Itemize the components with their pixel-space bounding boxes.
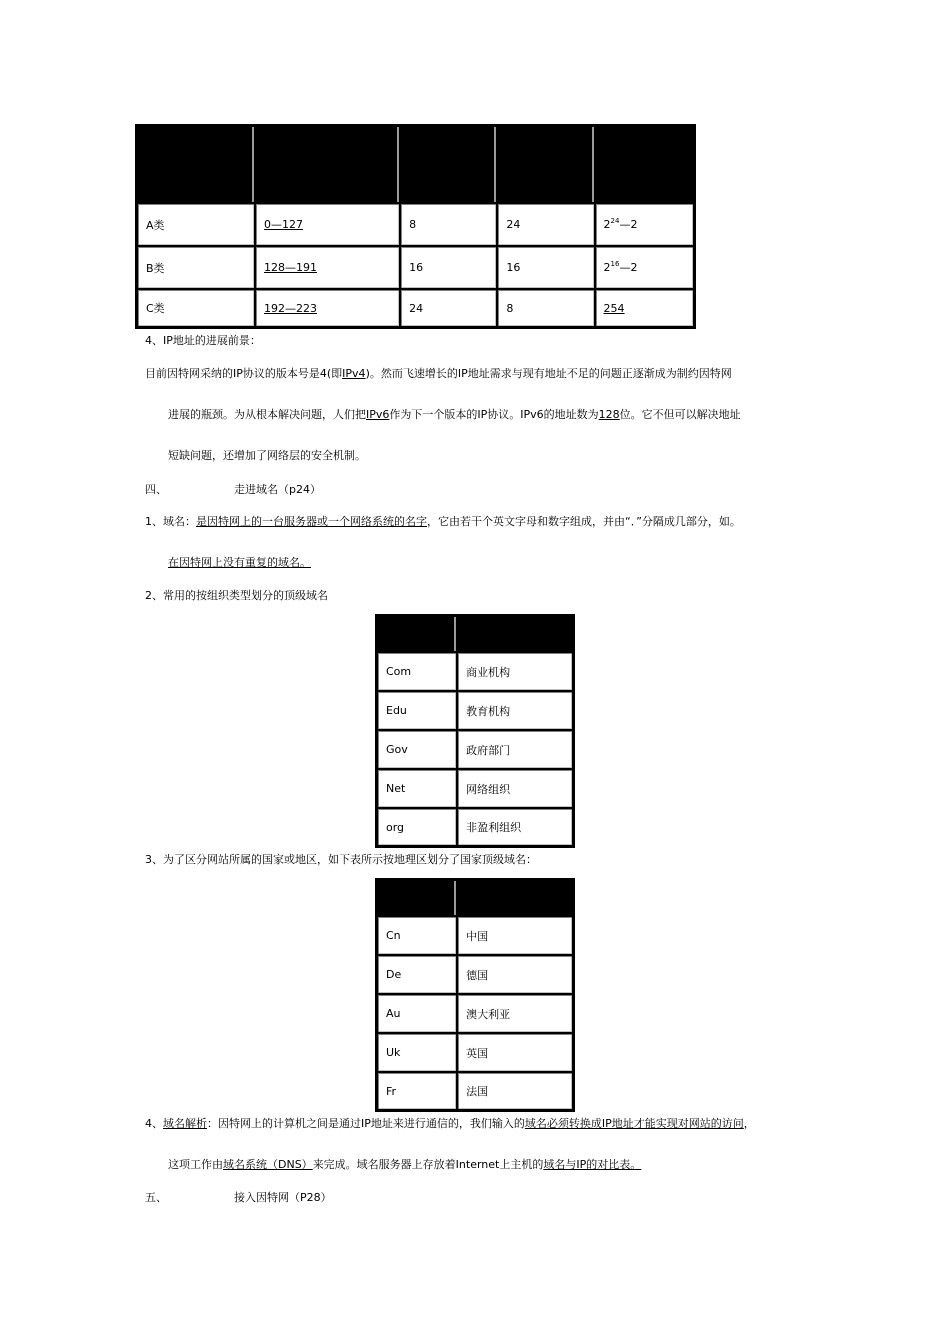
header-cell — [377, 616, 457, 652]
header-cell — [400, 126, 497, 203]
section-number: 四、 — [145, 483, 167, 496]
header-cell — [595, 126, 694, 203]
table-row — [377, 652, 573, 691]
host-bits-cell: 24 — [497, 203, 594, 246]
domain-definition-link[interactable]: 是因特网上的一台服务器或一个网络系统的名字 — [196, 515, 427, 528]
domain-code-cell: Com — [377, 652, 457, 691]
table-header-row — [377, 880, 573, 916]
net-bits-cell: 24 — [400, 289, 497, 327]
net-bits-cell: 16 — [400, 246, 497, 289]
hosts-link[interactable]: 254 — [603, 301, 625, 315]
ip-future-line-3: 短缺问题，还增加了网络层的安全机制。 — [168, 449, 366, 462]
org-domain-heading: 2、常用的按组织类型划分的顶级域名 — [145, 589, 328, 602]
header-cell — [457, 880, 573, 916]
ip-future-heading: 4、IP地址的进展前景： — [145, 334, 261, 347]
ipv6-link[interactable]: IPv6 — [366, 408, 390, 421]
table-row — [377, 730, 573, 769]
header-cell — [137, 126, 255, 203]
host-bits-cell: 16 — [497, 246, 594, 289]
geo-domain-table — [375, 878, 575, 1112]
unique-domain-link[interactable]: 在因特网上没有重复的域名。 — [168, 556, 311, 569]
domain-desc-cell: 商业机构 — [457, 652, 573, 691]
table-row — [377, 955, 573, 994]
class-cell: C类 — [137, 289, 255, 327]
domain-code-cell: Edu — [377, 691, 457, 730]
domain-code-cell: org — [377, 808, 457, 846]
ipv4-link[interactable]: IPv4 — [342, 367, 366, 380]
section-title: 接入因特网（P28） — [234, 1191, 332, 1204]
dns-link[interactable]: 域名系统（DNS） — [223, 1158, 313, 1171]
table-row — [377, 691, 573, 730]
dns-line-1: 4、域名解析：因特网上的计算机之间是通过IP地址来进行通信的，我们输入的域名必须转换成IP地址才能实现对网站的访问， — [145, 1117, 755, 1130]
domain-definition-line-1: 1、域名：是因特网上的一台服务器或一个网络系统的名字，它由若干个英文字母和数字组成，并由“．”分隔成几部分，如。 — [145, 515, 741, 528]
net-bits-cell: 8 — [400, 203, 497, 246]
ip-future-line-1: 目前因特网采纳的IP协议的版本号是4(即IPv4)。然而飞速增长的IP地址需求与现有地址不足的问题正逐渐成为制约因特网 — [145, 367, 732, 380]
domain-definition-line-2 — [168, 554, 311, 570]
domain-code-cell: De — [377, 955, 457, 994]
domain-conversion-link[interactable]: 域名必须转换成IP地址才能实现对网站的访问 — [524, 1117, 744, 1130]
domain-desc-cell: 网络组织 — [457, 769, 573, 808]
hosts-cell: $2^{24}—2$ — [595, 203, 694, 246]
ip-future-line-2: 进展的瓶颈。为从根本解决问题，人们把IPv6作为下一个版本的IP协议。IPv6的地址数为128位。它不但可以解决地址 — [168, 408, 741, 421]
host-bits-cell: 8 — [497, 289, 594, 327]
domain-desc-cell: 英国 — [457, 1033, 573, 1072]
domain-code-cell: Gov — [377, 730, 457, 769]
geo-domain-heading: 3、为了区分网站所属的国家或地区，如下表所示按地理区划分了国家顶级域名： — [145, 853, 537, 866]
hosts-cell: $2^{16}—2$ — [595, 246, 694, 289]
table-row — [137, 289, 694, 327]
domain-ip-table-link[interactable]: 域名与IP的对比表。 — [543, 1158, 642, 1171]
domain-desc-cell: 教育机构 — [457, 691, 573, 730]
bits-link[interactable]: 128 — [598, 408, 620, 421]
range-link[interactable]: 0—127 — [264, 218, 304, 231]
table-row — [377, 1072, 573, 1110]
table-header-row — [377, 616, 573, 652]
hosts-cell — [595, 289, 694, 327]
table-row — [377, 808, 573, 846]
header-cell — [255, 126, 400, 203]
class-cell: A类 — [137, 203, 255, 246]
table-row — [377, 916, 573, 955]
table-header-row — [137, 126, 694, 203]
domain-desc-cell: 政府部门 — [457, 730, 573, 769]
dns-line-2: 这项工作由域名系统（DNS）来完成。域名服务器上存放着Internet上主机的域名与IP的对比表。 — [168, 1158, 642, 1171]
org-domain-table — [375, 614, 575, 848]
table-row — [377, 1033, 573, 1072]
table-row — [377, 769, 573, 808]
domain-desc-cell: 非盈利组织 — [457, 808, 573, 846]
domain-code-cell: Au — [377, 994, 457, 1033]
range-link[interactable]: 128—191 — [264, 261, 318, 274]
table-row — [137, 203, 694, 246]
domain-desc-cell: 中国 — [457, 916, 573, 955]
domain-resolution-link[interactable]: 域名解析 — [163, 1117, 207, 1130]
domain-code-cell: Net — [377, 769, 457, 808]
domain-desc-cell: 法国 — [457, 1072, 573, 1110]
domain-code-cell: Cn — [377, 916, 457, 955]
range-link[interactable]: 192—223 — [264, 301, 318, 315]
domain-code-cell: Uk — [377, 1033, 457, 1072]
header-cell — [497, 126, 594, 203]
section-number: 五、 — [145, 1191, 167, 1204]
header-cell — [457, 616, 573, 652]
ip-class-table — [135, 124, 696, 329]
class-cell: B类 — [137, 246, 255, 289]
domain-desc-cell: 澳大利亚 — [457, 994, 573, 1033]
header-cell — [377, 880, 457, 916]
domain-code-cell: Fr — [377, 1072, 457, 1110]
section-title: 走进域名（p24） — [234, 483, 321, 496]
domain-desc-cell: 德国 — [457, 955, 573, 994]
table-row — [137, 246, 694, 289]
table-row — [377, 994, 573, 1033]
